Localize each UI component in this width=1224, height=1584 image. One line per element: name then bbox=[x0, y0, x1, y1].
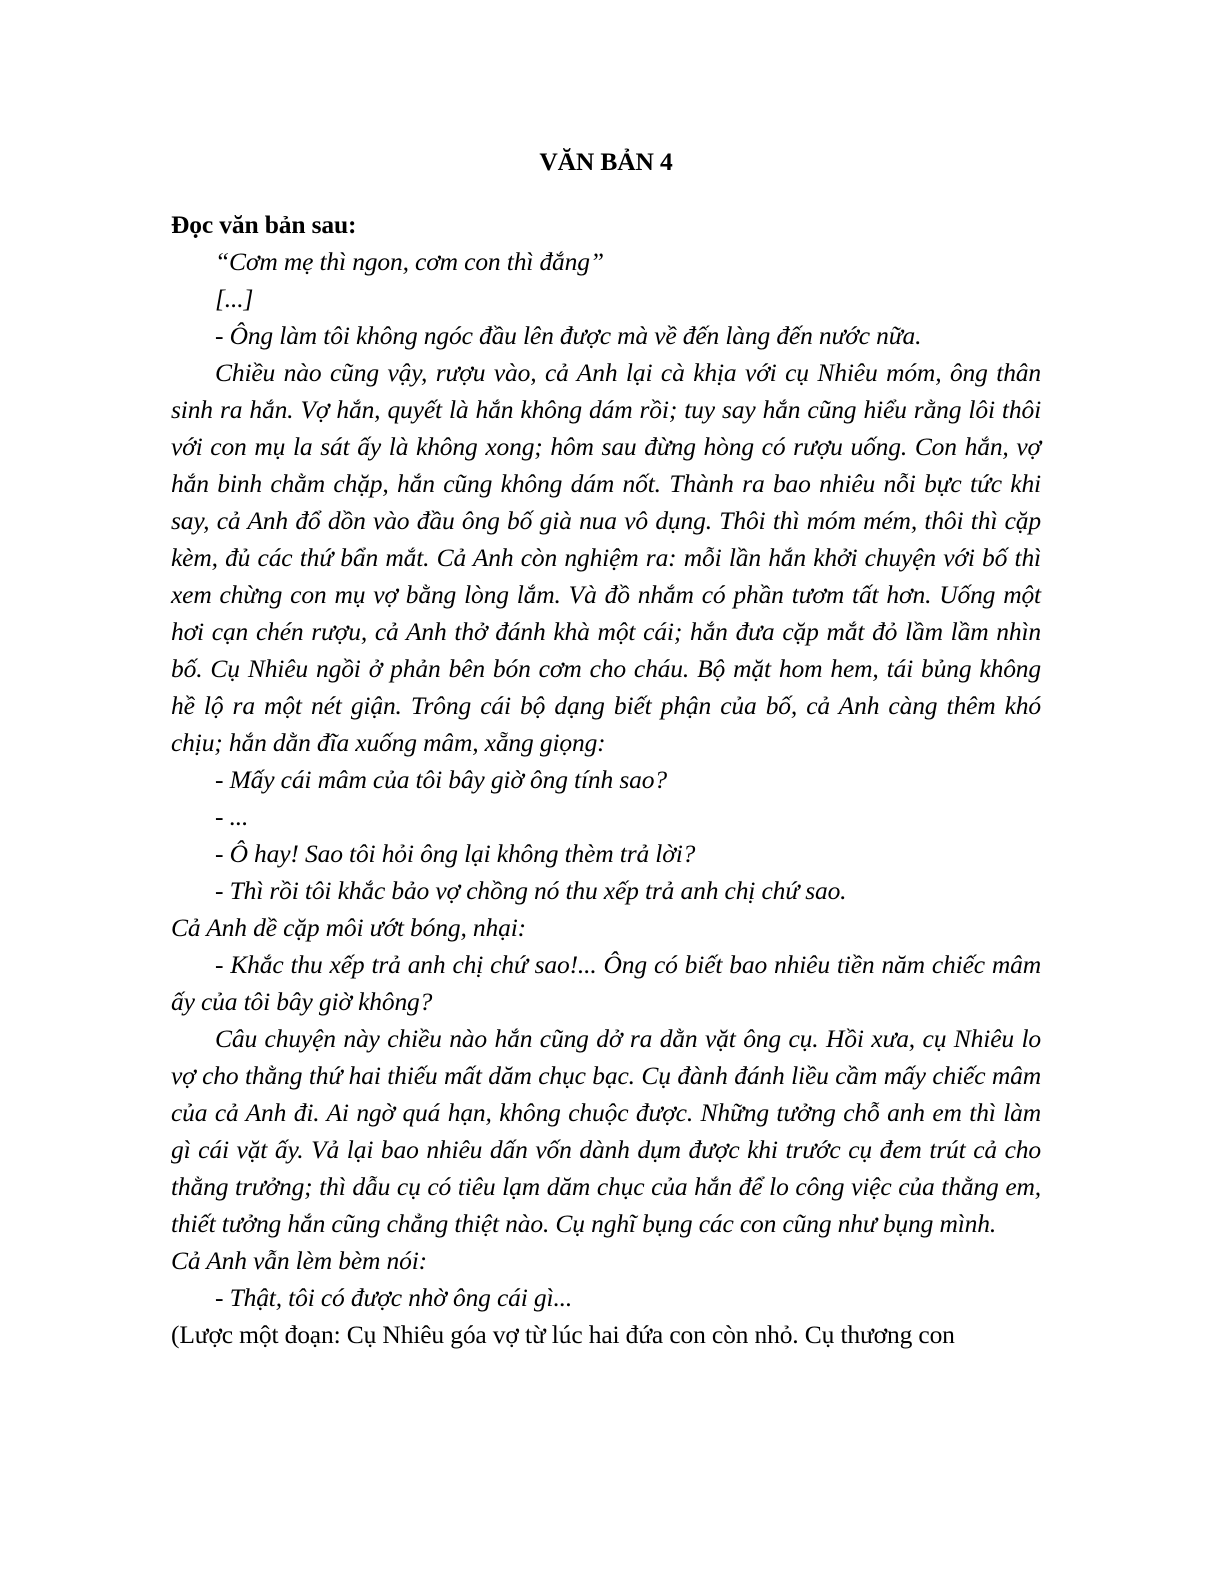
dialogue-line: - Thật, tôi có được nhờ ông cái gì... bbox=[215, 1283, 573, 1312]
dialogue-line: - Ô hay! Sao tôi hỏi ông lại không thèm trả lời? bbox=[215, 839, 696, 868]
narrative-line: Cả Anh dề cặp môi ướt bóng, nhại: bbox=[171, 913, 526, 942]
excerpt-heading: “Cơm mẹ thì ngon, cơm con thì đắng” bbox=[215, 247, 604, 276]
document-page bbox=[171, 140, 1041, 1353]
dialogue-line: - ... bbox=[215, 802, 249, 831]
narrative-paragraph: Câu chuyện này chiều nào hắn cũng dở ra dằn vặt ông cụ. Hồi xưa, cụ Nhiêu lo vợ cho thằng thứ hai thiếu mất dăm chục bạc. Cụ đành đánh liều cầm mấy chiếc mâm của cả Anh đi. Ai ngờ quá hạn, không chuộc được. Những tưởng chỗ anh em thì làm gì cái vặt ấy. Vả lại bao nhiêu dấn vốn dành dụm được khi trước cụ đem trút cả cho thằng trưởng; thì dẫu cụ có tiêu lạm dăm chục của hắn để lo công việc của thằng em, thiết tưởng hắn cũng chẳng thiệt nào. Cụ nghĩ bụng các con cũng như bụng mình. bbox=[171, 1024, 1041, 1238]
summary-note: (Lược một đoạn: Cụ Nhiêu góa vợ từ lúc hai đứa con còn nhỏ. Cụ thương con bbox=[171, 1320, 955, 1349]
dialogue-line: - Thì rồi tôi khắc bảo vợ chồng nó thu xếp trả anh chị chứ sao. bbox=[215, 876, 847, 905]
reading-instruction: Đọc văn bản sau: bbox=[171, 210, 357, 239]
omission-mark: [...] bbox=[215, 284, 254, 313]
narrative-line: Cả Anh vẫn lèm bèm nói: bbox=[171, 1246, 427, 1275]
dialogue-line: - Ông làm tôi không ngóc đầu lên được mà về đến làng đến nước nữa. bbox=[215, 321, 922, 350]
dialogue-line: - Mấy cái mâm của tôi bây giờ ông tính sao? bbox=[215, 765, 667, 794]
document-title: VĂN BẢN 4 bbox=[539, 147, 673, 176]
dialogue-line: - Khắc thu xếp trả anh chị chứ sao!... Ông có biết bao nhiêu tiền năm chiếc mâm ấy của tôi bây giờ không? bbox=[171, 950, 1041, 1016]
narrative-paragraph: Chiều nào cũng vậy, rượu vào, cả Anh lại cà khịa với cụ Nhiêu móm, ông thân sinh ra hắn. Vợ hắn, quyết là hắn không dám rồi; tuy say hắn cũng hiểu rằng lôi thôi với con mụ la sát ấy là không xong; hôm sau đừng hòng có rượu uống. Con hắn, vợ hắn binh chằm chặp, hắn cũng không dám nốt. Thành ra bao nhiêu nỗi bực tức khi say, cả Anh đổ dồn vào đầu ông bố già nua vô dụng. Thôi thì móm mém, thôi thì cặp kèm, đủ các thứ bẩn mắt. Cả Anh còn nghiệm ra: mỗi lần hắn khởi chuyện với bố thì xem chừng con mụ vợ bằng lòng lắm. Và đồ nhắm có phần tươm tất hơn. Uống một hơi cạn chén rượu, cả Anh thở đánh khà một cái; hắn đưa cặp mắt đỏ lầm lầm nhìn bố. Cụ Nhiêu ngồi ở phản bên bón cơm cho cháu. Bộ mặt hom hem, tái bủng không hề lộ ra một nét giận. Trông cái bộ dạng biết phận của bố, cả Anh càng thêm khó chịu; hắn dằn đĩa xuống mâm, xẵng giọng: bbox=[171, 358, 1041, 757]
